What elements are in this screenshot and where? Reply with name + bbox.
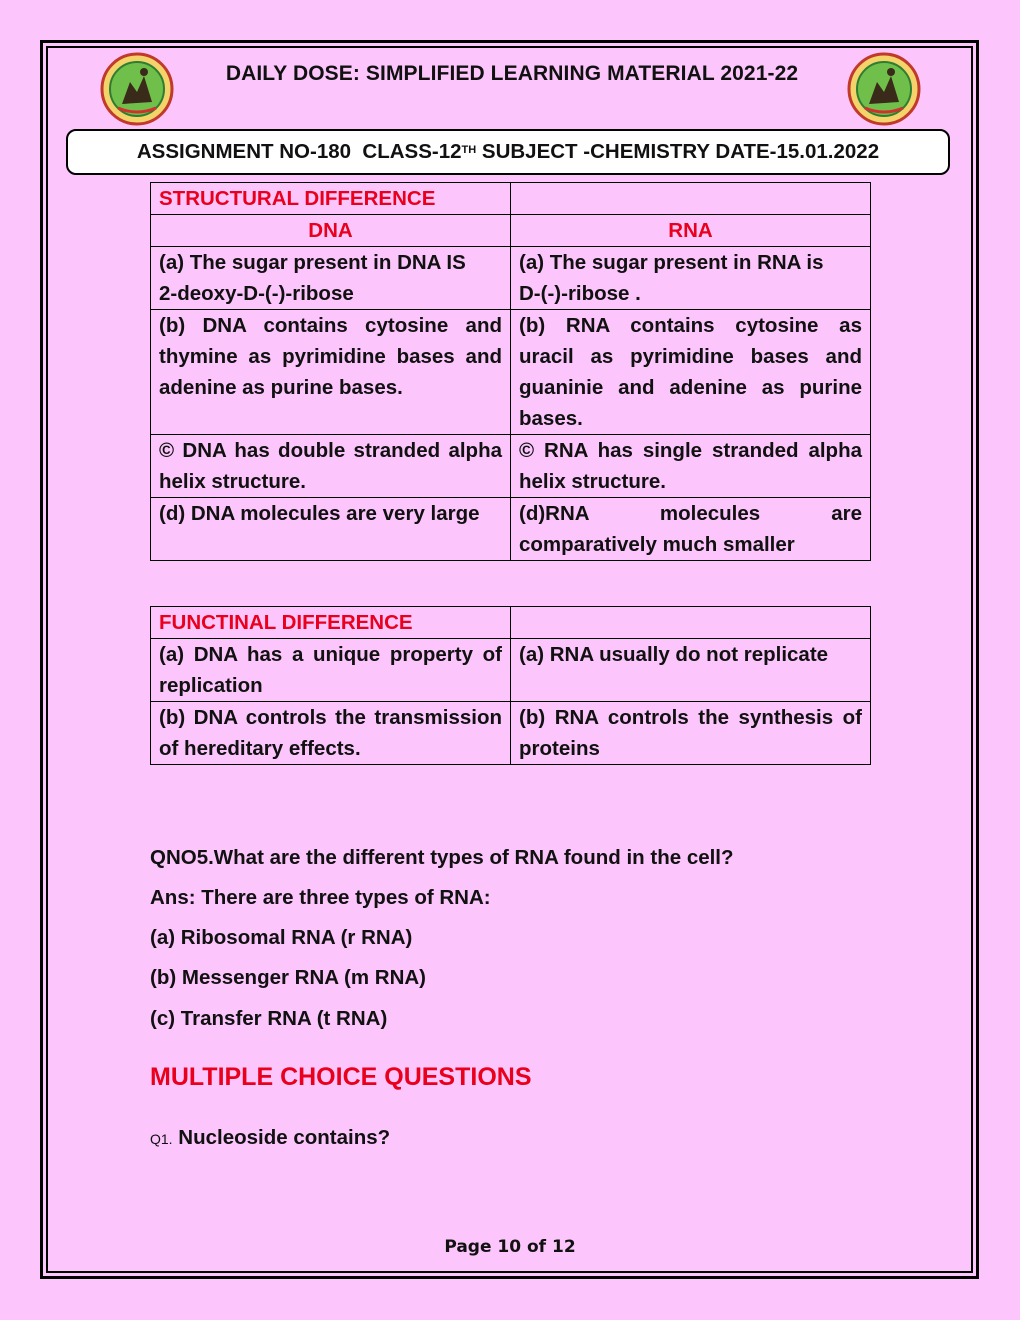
table-row	[151, 498, 871, 561]
cell-line: (a) The sugar present in DNA IS	[159, 251, 466, 274]
dna-cell: (d) DNA molecules are very large	[151, 498, 511, 561]
cell-line: D-(-)-ribose .	[519, 282, 641, 305]
page-header-title: DAILY DOSE: SIMPLIFIED LEARNING MATERIAL 2021-22	[225, 62, 799, 85]
rna-cell: (b) RNA controls the synthesis of proteins	[511, 702, 871, 765]
functional-heading: FUNCTINAL DIFFERENCE	[151, 607, 511, 639]
functional-difference-table	[150, 606, 871, 765]
structural-heading: STRUCTURAL DIFFERENCE	[151, 183, 511, 215]
assignment-prefix: ASSIGNMENT NO-180 CLASS-12	[136, 140, 462, 163]
cell-line: 2-deoxy-D-(-)-ribose	[159, 282, 354, 305]
dna-cell	[151, 247, 511, 310]
assignment-info-bar	[66, 129, 950, 175]
rna-cell: (b) RNA contains cytosine as uracil as pyrimidine bases and guaninie and adenine as purine bases.	[511, 310, 871, 435]
column-header-dna: DNA	[151, 215, 511, 247]
cell-line: (a) The sugar present in RNA is	[519, 251, 824, 274]
dna-cell: © DNA has double stranded alpha helix structure.	[151, 435, 511, 498]
mcq-question-1	[150, 1126, 390, 1150]
mcq-heading: MULTIPLE CHOICE QUESTIONS	[150, 1063, 532, 1091]
empty-cell	[511, 607, 871, 639]
question-text: QNO5.What are the different types of RNA found in the cell?	[150, 846, 734, 869]
table-row	[151, 183, 871, 215]
structural-difference-table	[150, 182, 871, 561]
answer-text: Ans: There are three types of RNA:	[150, 886, 491, 909]
rna-cell: (d)RNA molecules are comparatively much smaller	[511, 498, 871, 561]
table-row	[151, 639, 871, 702]
table-row	[151, 247, 871, 310]
dna-cell: (a) DNA has a unique property of replication	[151, 639, 511, 702]
page-number: Page 10 of 12	[444, 1237, 576, 1257]
list-item: (a) Ribosomal RNA (r RNA)	[150, 926, 413, 949]
school-emblem-icon	[847, 52, 921, 126]
table-row	[151, 215, 871, 247]
list-item: (b) Messenger RNA (m RNA)	[150, 966, 427, 989]
question-number: Q1.	[150, 1131, 173, 1147]
empty-cell	[511, 183, 871, 215]
list-item: (c) Transfer RNA (t RNA)	[150, 1007, 388, 1030]
rna-cell	[511, 247, 871, 310]
dna-cell: (b) DNA controls the transmission of hereditary effects.	[151, 702, 511, 765]
dna-cell: (b) DNA contains cytosine and thymine as pyrimidine bases and adenine as purine bases.	[151, 310, 511, 435]
table-row	[151, 310, 871, 435]
rna-cell: © RNA has single stranded alpha helix structure.	[511, 435, 871, 498]
assignment-suffix: SUBJECT -CHEMISTRY DATE-15.01.2022	[476, 140, 880, 163]
assignment-superscript: TH	[461, 144, 477, 156]
school-emblem-icon	[100, 52, 174, 126]
table-row	[151, 607, 871, 639]
question-text: Nucleoside contains?	[172, 1126, 391, 1149]
rna-cell: (a) RNA usually do not replicate	[511, 639, 871, 702]
column-header-rna: RNA	[511, 215, 871, 247]
table-row	[151, 435, 871, 498]
table-row	[151, 702, 871, 765]
